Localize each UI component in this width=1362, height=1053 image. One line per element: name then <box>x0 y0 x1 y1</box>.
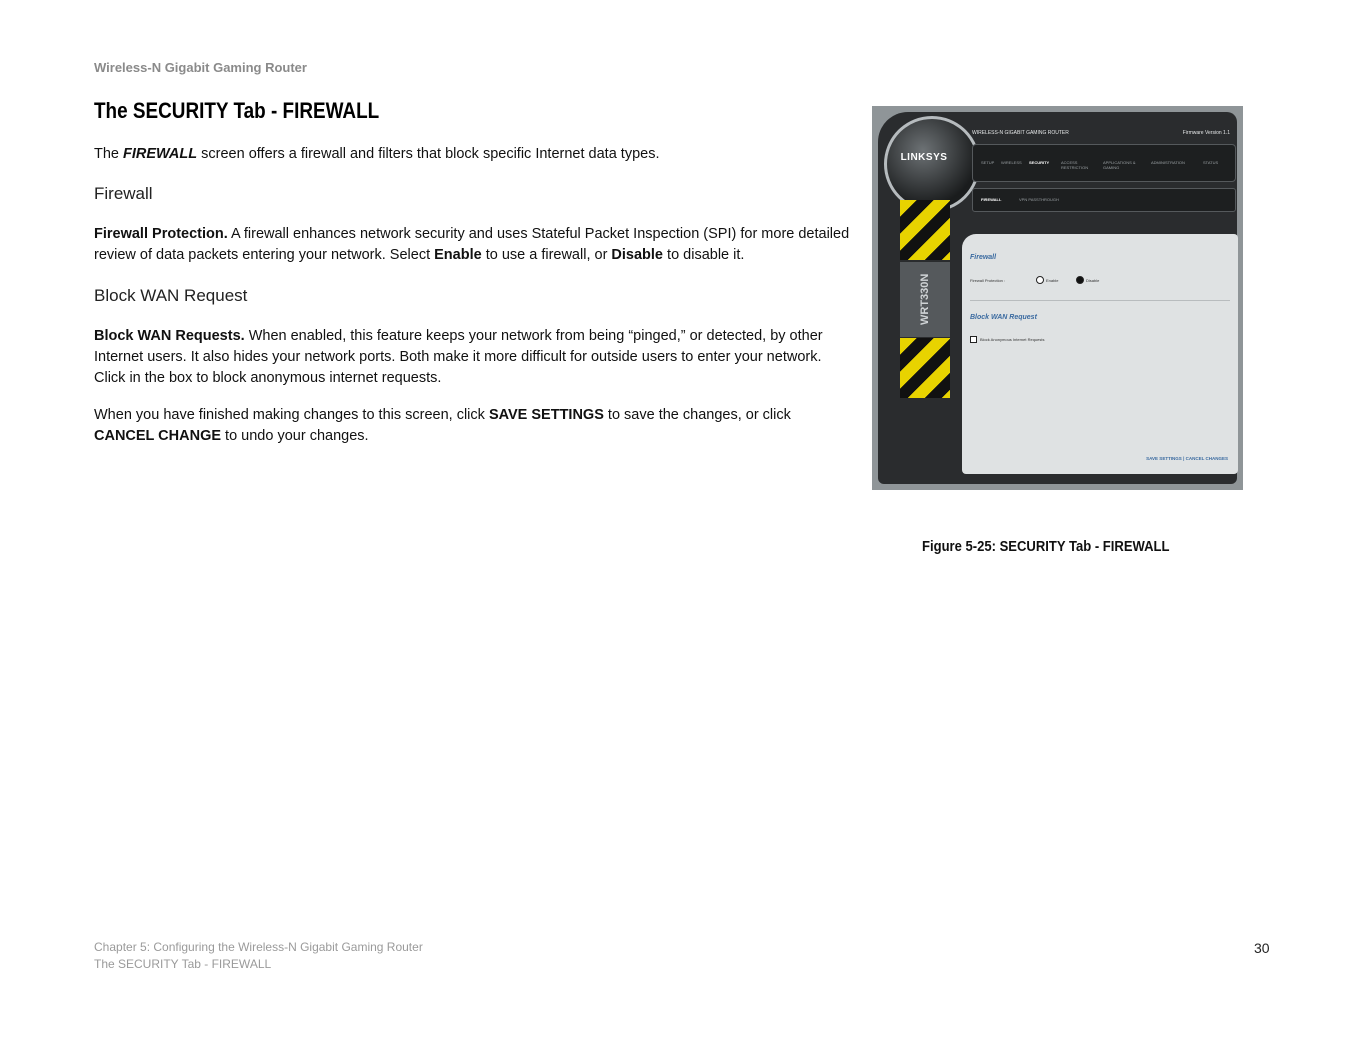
firewall-subheading: Firewall <box>94 184 153 203</box>
router-firewall-heading: Firewall <box>970 254 997 261</box>
firewall-enable-radio[interactable] <box>1036 276 1044 284</box>
linksys-logo-badge <box>884 116 980 212</box>
router-sub-nav <box>972 188 1236 212</box>
firewall-enable-label: Enable <box>1046 278 1059 283</box>
router-header <box>972 126 1234 140</box>
footer-chapter: Chapter 5: Configuring the Wireless-N Gigabit Gaming Router <box>94 940 423 954</box>
router-screenshot-figure <box>872 106 1243 490</box>
tab-status[interactable]: STATUS <box>1203 160 1219 165</box>
router-block-wan-heading: Block WAN Request <box>970 314 1037 321</box>
firewall-emphasis: FIREWALL <box>123 146 198 162</box>
disable-term: Disable <box>611 247 664 263</box>
tab-applications-gaming[interactable]: APPLICATIONS & GAMING <box>1103 160 1136 170</box>
tab-wireless[interactable]: WIRELESS <box>1001 160 1022 165</box>
router-content-panel <box>962 234 1238 474</box>
enable-term: Enable <box>434 247 482 263</box>
router-ui-frame <box>878 112 1237 484</box>
firewall-disable-radio[interactable] <box>1076 276 1084 284</box>
router-product-name: WIRELESS-N GIGABIT GAMING ROUTER <box>972 130 1069 136</box>
hazard-stripes-top <box>900 200 950 260</box>
linksys-logo: LINKSYS <box>900 152 948 163</box>
firewall-protection-paragraph: Firewall Protection. A firewall enhances network security and uses Stateful Packet Inspection (SPI) for more detailed review of data packets entering your network. Select Enable to use a firewall, or Disable to disable it. <box>94 226 850 263</box>
hazard-stripes-bottom <box>900 338 950 398</box>
page-title: The SECURITY Tab - FIREWALL <box>94 98 380 123</box>
tab-setup[interactable]: SETUP <box>981 160 995 165</box>
router-main-nav <box>972 144 1236 182</box>
router-save-cancel-buttons[interactable]: SAVE SETTINGS | CANCEL CHANGES <box>1146 456 1228 461</box>
firewall-protection-term: Firewall Protection. <box>94 226 228 242</box>
firewall-protection-label: Firewall Protection : <box>970 278 1006 283</box>
block-anonymous-checkbox[interactable] <box>970 336 977 343</box>
page-number: 30 <box>1254 940 1270 956</box>
tab-administration[interactable]: ADMINISTRATION <box>1151 160 1185 165</box>
running-header: Wireless-N Gigabit Gaming Router <box>94 60 307 75</box>
subtab-vpn-passthrough[interactable]: VPN PASSTHROUGH <box>1019 197 1059 202</box>
block-anonymous-label: Block Anonymous Internet Requests <box>980 337 1045 342</box>
tab-security[interactable]: SECURITY <box>1029 160 1050 165</box>
block-wan-subheading: Block WAN Request <box>94 286 248 305</box>
firmware-version: Firmware Version 1.1 <box>1182 130 1230 136</box>
footer-section: The SECURITY Tab - FIREWALL <box>94 957 272 971</box>
section-divider <box>970 300 1230 301</box>
intro-paragraph: The FIREWALL screen offers a firewall and filters that block specific Internet data types. <box>94 146 660 162</box>
firewall-disable-label: Disable <box>1086 278 1100 283</box>
model-label: WRT330N <box>900 262 950 337</box>
figure-caption: Figure 5-25: SECURITY Tab - FIREWALL <box>922 539 1170 555</box>
block-wan-paragraph: Block WAN Requests. When enabled, this feature keeps your network from being “pinged,” or detected, by other Internet users. It also hides your network ports. Both make it more difficult for outside users to enter your network. Click in the box to block anonymous internet requests. <box>94 328 823 386</box>
cancel-change-term: CANCEL CHANGE <box>94 428 222 444</box>
page-footer <box>94 939 423 973</box>
closing-paragraph: When you have finished making changes to this screen, click SAVE SETTINGS to save the changes, or click CANCEL CHANGE to undo your changes. <box>94 407 791 444</box>
tab-access-restriction[interactable]: ACCESS RESTRICTION <box>1061 160 1089 170</box>
block-wan-term: Block WAN Requests. <box>94 328 245 344</box>
subtab-firewall[interactable]: FIREWALL <box>981 197 1002 202</box>
save-settings-term: SAVE SETTINGS <box>488 407 604 423</box>
